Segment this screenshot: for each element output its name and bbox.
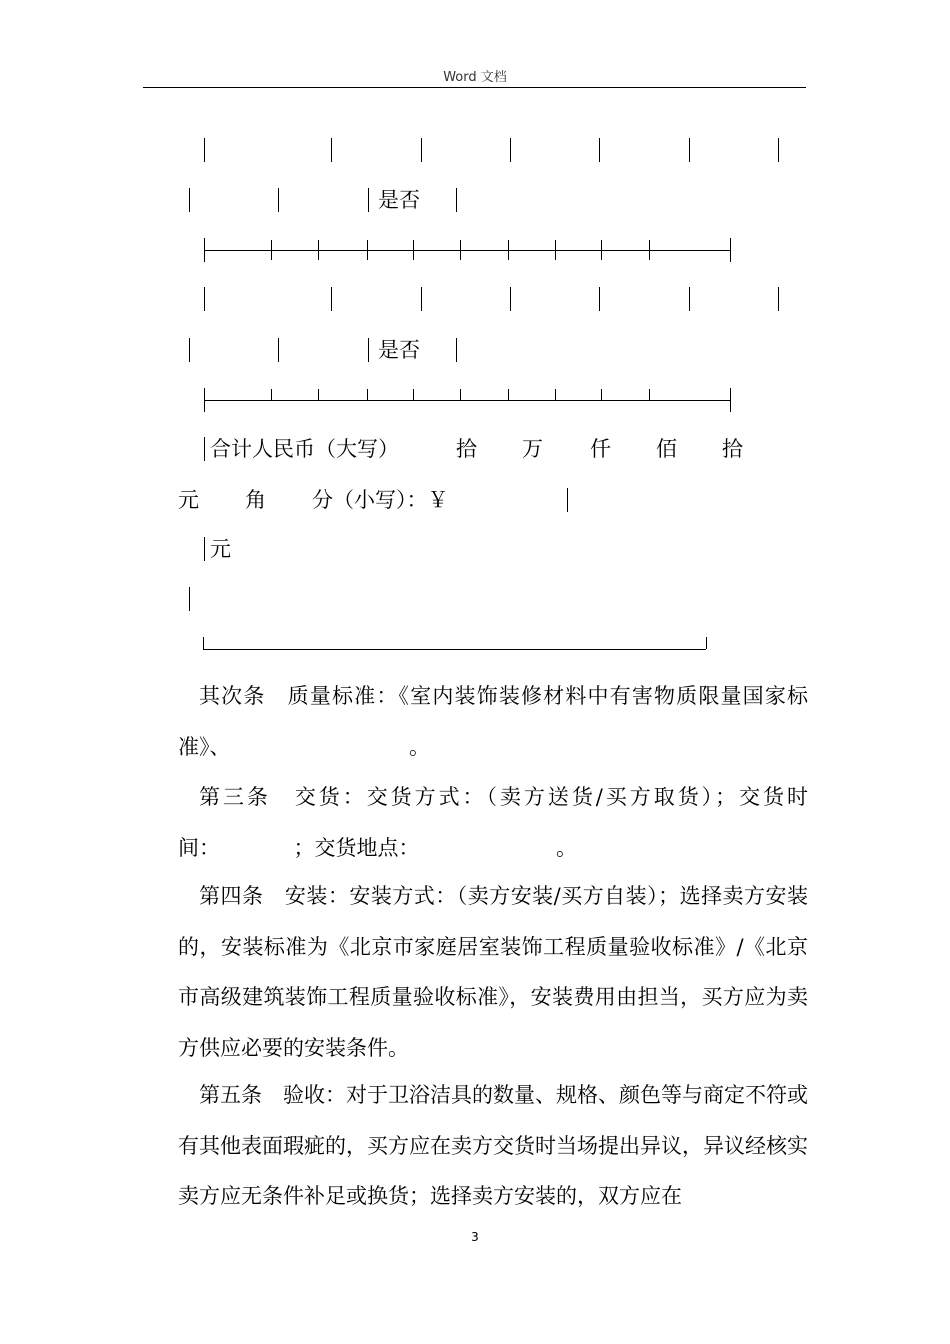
- table-rule: [204, 400, 731, 401]
- table-joint: [413, 389, 414, 400]
- table-border: [189, 338, 190, 362]
- table-joint: [413, 240, 414, 260]
- table-border: [456, 338, 457, 362]
- unit-label: 仟: [590, 437, 611, 461]
- table-border: [204, 287, 205, 311]
- table-border: [510, 287, 511, 311]
- clause-2-quality-standard: 其次条 质量标准：《室内装饰装修材料中有害物质限量国家标准》、 。: [178, 684, 808, 759]
- table-border: [204, 537, 205, 561]
- table-border: [278, 188, 279, 212]
- unit-label: 拾: [722, 437, 743, 461]
- table-joint: [555, 240, 556, 260]
- table-joint: [204, 388, 205, 412]
- unit-label: 元: [210, 537, 231, 561]
- page-header-title: Word 文档: [443, 70, 507, 85]
- table-rule: [204, 250, 731, 251]
- table-border: [689, 138, 690, 162]
- table-border: [599, 287, 600, 311]
- yes-no-label: 是否: [378, 188, 420, 212]
- table-border: [331, 287, 332, 311]
- table-joint: [460, 389, 461, 400]
- table-joint: [508, 389, 509, 400]
- table-joint: [730, 388, 731, 412]
- table-joint: [271, 389, 272, 400]
- table-joint: [367, 389, 368, 400]
- clause-4-installation: 第四条 安装：安装方式：（卖方安装/买方自装）；选择卖方安装的，安装标准为《北京市家庭居室装饰工程质量验收标准》/《北京市高级建筑装饰工程质量验收标准》，安装费用由担当，买方应为卖方供应必要的安装条件。: [178, 884, 808, 1060]
- page-number: 3: [471, 1230, 479, 1244]
- unit-label: 拾: [456, 437, 477, 461]
- table-border: [778, 138, 779, 162]
- lowercase-amount-label: 分（小写）：￥: [312, 488, 449, 512]
- table-border: [510, 138, 511, 162]
- table-border: [599, 138, 600, 162]
- table-border: [278, 338, 279, 362]
- header-divider: [143, 87, 806, 88]
- table-border: [456, 188, 457, 212]
- table-border: [368, 188, 369, 212]
- table-border: [204, 138, 205, 162]
- table-border: [189, 587, 190, 611]
- table-border: [204, 437, 205, 461]
- table-joint: [649, 389, 650, 400]
- table-rule: [203, 649, 706, 650]
- table-border: [331, 138, 332, 162]
- table-joint: [318, 389, 319, 400]
- table-joint: [555, 389, 556, 400]
- table-border: [368, 338, 369, 362]
- unit-label: 佰: [656, 437, 677, 461]
- unit-label: 角: [245, 488, 266, 512]
- table-joint: [649, 240, 650, 260]
- table-border: [689, 287, 690, 311]
- clause-5-acceptance: 第五条 验收：对于卫浴洁具的数量、规格、颜色等与商定不符或有其他表面瑕疵的，买方应在卖方交货时当场提出异议，异议经核实卖方应无条件补足或换货；选择卖方安装的，双方应在: [178, 1083, 808, 1208]
- unit-label: 元: [178, 488, 199, 512]
- table-joint: [601, 240, 602, 260]
- table-border: [421, 287, 422, 311]
- table-joint: [601, 389, 602, 400]
- table-joint: [318, 240, 319, 260]
- table-corner: [203, 637, 204, 649]
- table-border: [421, 138, 422, 162]
- table-joint: [508, 240, 509, 260]
- yes-no-label: 是否: [378, 338, 420, 362]
- table-joint: [460, 240, 461, 260]
- table-joint: [204, 238, 205, 262]
- table-joint: [271, 240, 272, 260]
- table-border: [567, 488, 568, 512]
- unit-label: 万: [522, 437, 543, 461]
- table-border: [189, 188, 190, 212]
- total-rmb-uppercase-label: 合计人民币（大写）: [210, 437, 399, 461]
- table-joint: [730, 238, 731, 262]
- table-border: [778, 287, 779, 311]
- table-corner: [706, 637, 707, 649]
- table-joint: [367, 240, 368, 260]
- clause-3-delivery: 第三条 交货：交货方式：（卖方送货/买方取货）；交货时间： ；交货地点： 。: [178, 785, 808, 860]
